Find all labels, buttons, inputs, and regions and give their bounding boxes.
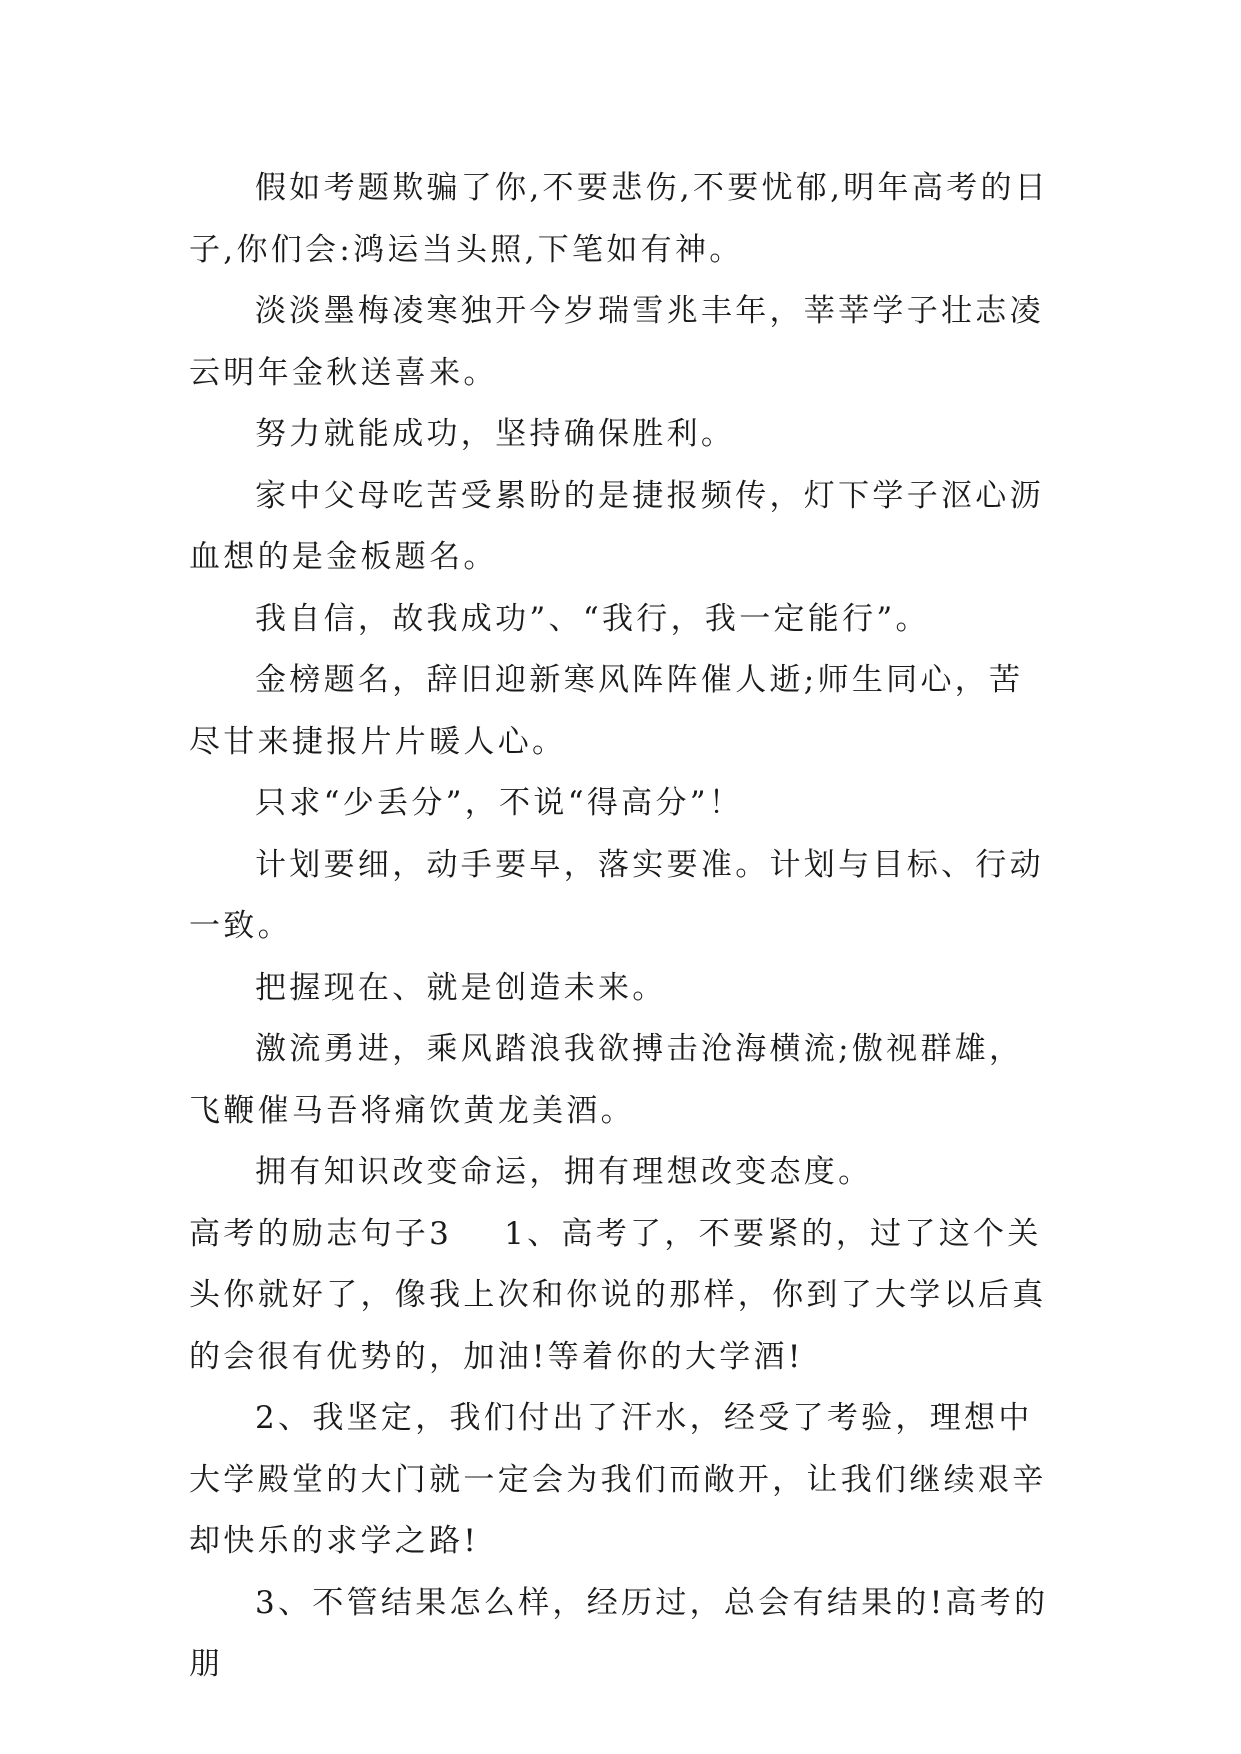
paragraph: 只求“少丢分”，不说“得高分”！ <box>255 785 744 821</box>
list-item: 3、不管结果怎么样，经历过，总会有结果的!高考的朋 <box>189 1584 1049 1682</box>
paragraph: 努力就能成功，坚持确保胜利。 <box>255 416 736 452</box>
list-item: 2、我坚定，我们付出了汗水，经受了考验，理想中大学殿堂的大门就一定会为我们而敞开，让我们继续艰辛却快乐的求学之路! <box>189 1400 1047 1559</box>
document-body <box>189 158 1051 1696</box>
paragraph: 激流勇进，乘风踏浪我欲搏击沧海横流;傲视群雄，飞鞭催马吾将痛饮黄龙美酒。 <box>189 1031 1024 1129</box>
paragraph: 拥有知识改变命运，拥有理想改变态度。 <box>255 1154 873 1190</box>
paragraph: 把握现在、就是创造未来。 <box>255 969 667 1006</box>
paragraph: 计划要细，动手要早，落实要准。计划与目标、行动一致。 <box>189 846 1044 944</box>
paragraph: 假如考题欺骗了你,不要悲伤,不要忧郁,明年高考的日子,你们会:鸿运当头照,下笔如有神。 <box>189 170 1050 268</box>
paragraph: 金榜题名，辞旧迎新寒风阵阵催人逝;师生同心，苦尽甘来捷报片片暖人心。 <box>189 662 1024 760</box>
section-title: 高考的励志句子3 <box>189 1215 453 1252</box>
paragraph: 我自信，故我成功”、“我行，我一定能行”。 <box>255 600 930 637</box>
section-paragraph <box>189 1204 1051 1389</box>
paragraph: 淡淡墨梅凌寒独开今岁瑞雪兆丰年，莘莘学子壮志凌云明年金秋送喜来。 <box>189 293 1044 391</box>
section-first-item: 1、高考了，不要紧的，过了这个关头你就好了，像我上次和你说的那样，你到了大学以后真的会很有优势的，加油!等着你的大学酒! <box>189 1215 1047 1375</box>
paragraph: 家中父母吃苦受累盼的是捷报频传，灯下学子沤心沥血想的是金板题名。 <box>189 477 1044 575</box>
